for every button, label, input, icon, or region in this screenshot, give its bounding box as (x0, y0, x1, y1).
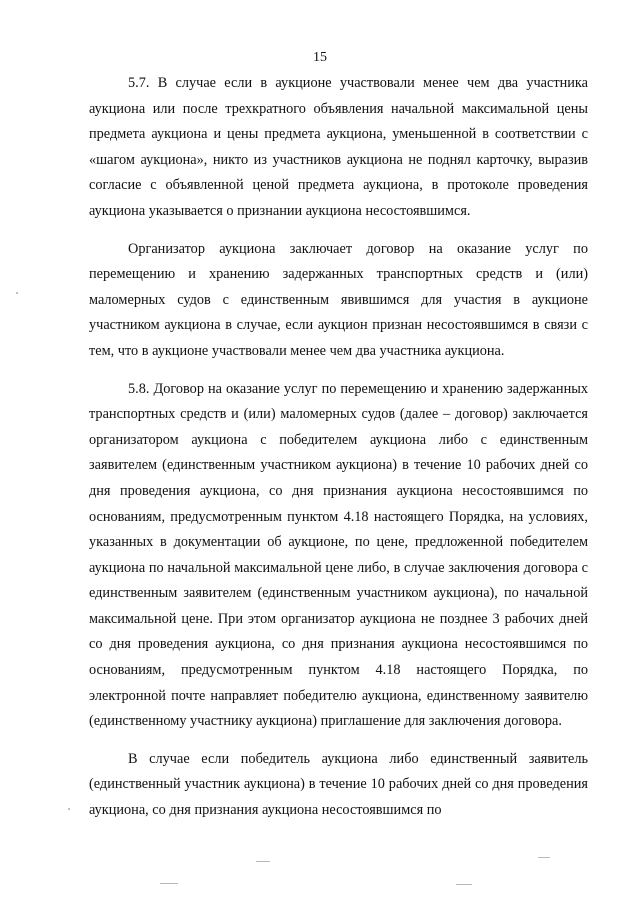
scan-artifact (160, 883, 178, 884)
scan-artifact (16, 292, 18, 294)
paragraph-5-8: 5.8. Договор на оказание услуг по перемещению и хранению задержанных транспортных средств и (или) маломерных судов (далее – договор) заключается организатором аукциона с победителем аукциона либо с единственным заявителем (единственным участником аукциона) в течение 10 рабочих дней со дня проведения аукциона, со дня признания аукциона несостоявшимся по основаниям, предусмотренным пунктом 4.18 настоящего Порядка, на условиях, указанных в документации об аукционе, по цене, предложенной победителем аукциона по начальной максимальной цене либо, в случае заключения договора с единственным заявителем (единственным участником аукциона), по начальной максимальной цене. При этом организатор аукциона не позднее 3 рабочих дней со дня проведения аукциона, со дня признания аукциона несостоявшимся по основаниям, предусмотренным пунктом 4.18 настоящего Порядка, по электронной почте направляет победителю аукциона, единственному заявителю (единственному участнику аукциона) приглашение для заключения договора. (89, 380, 588, 730)
scan-artifact (538, 857, 550, 858)
scan-artifact (256, 861, 270, 862)
paragraph-winner-case: В случае если победитель аукциона либо единственный заявитель (единственный участник аукциона) в течение 10 рабочих дней со дня проведения аукциона, со дня признания аукциона несостоявшимся по (89, 750, 588, 819)
page-number: 15 (313, 50, 327, 65)
scan-artifact (68, 808, 70, 810)
scan-artifact (456, 884, 472, 885)
paragraph-organizer-contract: Организатор аукциона заключает договор на оказание услуг по перемещению и хранению задержанных транспортных средств и (или) маломерных судов с единственным явившимся для участия в аукционе участником аукциона в случае, если аукцион признан несостоявшимся в связи с тем, что в аукционе участвовали менее чем два участника аукциона. (89, 240, 588, 359)
document-body (89, 71, 588, 824)
paragraph-5-7: 5.7. В случае если в аукционе участвовали менее чем два участника аукциона или после трехкратного объявления начальной максимальной цены предмета аукциона и цены предмета аукциона, уменьшенной в соответствии с «шагом аукциона», никто из участников аукциона не поднял карточку, выразив согласие с объявленной ценой предмета аукциона, в протоколе проведения аукциона указывается о признании аукциона несостоявшимся. (89, 75, 588, 219)
